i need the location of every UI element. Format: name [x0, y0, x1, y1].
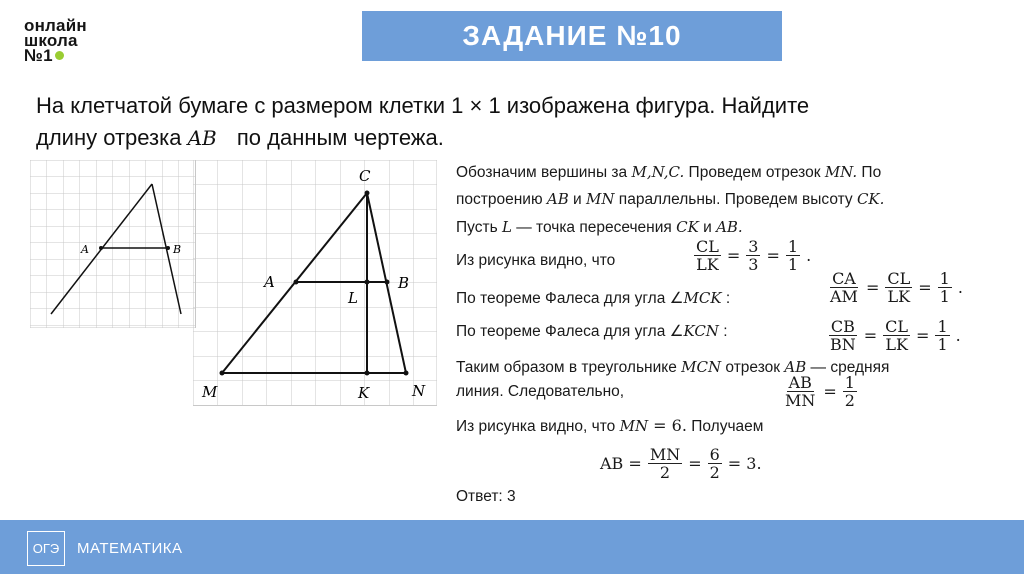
final-formula	[600, 446, 762, 481]
denominator: 2	[844, 391, 855, 410]
label-n: N	[412, 382, 426, 400]
point-c	[365, 191, 370, 196]
numerator: 3	[748, 237, 759, 256]
fraction	[885, 270, 912, 305]
task-segment: AB	[187, 126, 217, 150]
task-text-end: по данным чертежа.	[230, 125, 444, 150]
denominator: LK	[696, 255, 719, 274]
denominator: 1	[937, 335, 948, 354]
solution-line2	[456, 190, 884, 209]
solution-line5	[456, 289, 730, 308]
fraction	[883, 318, 910, 353]
fraction	[786, 238, 800, 273]
label-c: C	[359, 167, 371, 185]
point-b	[385, 280, 390, 285]
denominator: AM	[830, 287, 858, 306]
task-line2	[36, 122, 996, 154]
sol-var: M,N,C.	[631, 163, 685, 181]
ratio-ab-mn	[783, 374, 857, 409]
logo	[24, 18, 87, 63]
small-figure	[30, 160, 196, 328]
logo-line3-wrap	[24, 48, 87, 63]
point-k	[365, 371, 370, 376]
small-label-b: B	[173, 243, 182, 256]
equals-sign: =	[726, 246, 741, 265]
period: .	[957, 278, 963, 297]
denominator: 1	[787, 255, 799, 274]
equals-sign: =	[865, 278, 880, 297]
sol-text: :	[718, 323, 728, 340]
equals-sign: =	[863, 326, 878, 345]
sol-var: MN	[619, 417, 649, 435]
sol-text: параллельны. Проведем высоту	[614, 191, 857, 208]
sol-var: MCK	[683, 289, 722, 307]
equals-sign: =	[823, 382, 837, 401]
sol-text: и	[698, 219, 717, 236]
small-point-b	[166, 246, 170, 250]
label-k: K	[358, 384, 370, 402]
period: .	[955, 326, 961, 345]
numerator: CB	[830, 317, 855, 336]
label-b: B	[398, 274, 410, 292]
fraction	[843, 374, 857, 409]
fraction	[746, 238, 760, 273]
numerator: MN	[649, 445, 681, 464]
sol-text: построению	[456, 191, 547, 208]
sol-var: CK.	[856, 190, 885, 208]
period: .	[806, 246, 812, 265]
task-text: длину отрезка	[36, 125, 182, 150]
sol-text: — средняя	[806, 359, 890, 376]
small-grid	[30, 160, 196, 328]
sol-text: Из рисунка видно, что	[456, 418, 620, 435]
numerator: CL	[887, 269, 911, 288]
small-label-a: A	[81, 243, 89, 256]
sol-var: AB	[784, 358, 807, 376]
fraction	[648, 446, 682, 481]
formula-lhs: AB =	[600, 454, 642, 473]
point-l	[365, 280, 370, 285]
solution-line3	[456, 218, 743, 237]
sol-text: По теореме Фалеса для угла ∠	[456, 290, 684, 307]
sol-var: AB	[546, 190, 569, 208]
subject-label: МАТЕМАТИКА	[77, 540, 183, 557]
fraction	[935, 318, 949, 353]
sol-text: По	[857, 164, 882, 181]
denominator: 2	[659, 463, 671, 482]
fraction	[938, 270, 952, 305]
numerator: CL	[885, 317, 909, 336]
big-figure	[193, 160, 437, 406]
sol-text: Из рисунка видно, что	[456, 252, 616, 269]
numerator: 1	[787, 237, 799, 256]
numerator: 1	[939, 269, 950, 288]
thales-mck	[828, 270, 963, 305]
task-statement	[36, 90, 996, 154]
sol-text: Получаем	[686, 418, 764, 435]
fraction	[828, 270, 860, 305]
numerator: 1	[844, 373, 855, 392]
equals-sign: =	[688, 454, 702, 473]
sol-text: Пусть	[456, 219, 502, 236]
sol-var: KCN	[683, 322, 719, 340]
sol-var: MN	[586, 190, 615, 208]
equals-sign: =	[918, 278, 932, 297]
sol-text: Проведем отрезок	[684, 164, 825, 181]
denominator: 3	[748, 255, 759, 274]
sol-var: L	[501, 218, 512, 236]
denominator: MN	[785, 391, 816, 410]
numerator: AB	[788, 373, 812, 392]
point-a	[294, 280, 299, 285]
logo-line3: №1	[24, 46, 53, 65]
ratio-cl-lk	[694, 238, 811, 273]
formula-rhs: = 3.	[727, 454, 762, 473]
numerator: CL	[696, 237, 719, 256]
numerator: 1	[937, 317, 948, 336]
fraction	[828, 318, 858, 353]
label-a: A	[264, 273, 275, 291]
point-n	[404, 371, 409, 376]
solution-line6	[456, 322, 728, 341]
denominator: 1	[939, 287, 950, 306]
sol-text: Таким образом в треугольнике	[456, 359, 682, 376]
numerator: 6	[709, 445, 720, 464]
label-m: M	[202, 383, 218, 401]
sol-text: :	[721, 290, 731, 307]
task-line1: На клетчатой бумаге с размером клетки 1 × 1 изображена фигура. Найдите	[36, 93, 810, 118]
sol-text: линия. Следовательно,	[456, 383, 625, 400]
logo-line2: школа	[24, 31, 78, 50]
answer: Ответ: 3	[456, 488, 516, 505]
denominator: LK	[885, 335, 908, 354]
sol-var: MCN	[681, 358, 722, 376]
label-l: L	[348, 289, 358, 307]
sol-var: MN.	[824, 163, 858, 181]
equals-sign: =	[766, 246, 780, 265]
title-bar	[362, 11, 782, 61]
sol-var: AB.	[716, 218, 743, 236]
oge-badge	[27, 531, 65, 566]
thales-kcn	[828, 318, 961, 353]
sol-text: Обозначим вершины за	[456, 164, 632, 181]
solution-line8	[456, 383, 624, 401]
denominator: LK	[887, 287, 911, 306]
fraction	[708, 446, 722, 481]
sol-text: — точка пересечения	[511, 219, 677, 236]
solution-line9	[456, 416, 763, 436]
solution-line1	[456, 163, 881, 182]
point-m	[220, 371, 225, 376]
solution-line4	[456, 252, 615, 270]
sol-text: По теореме Фалеса для угла ∠	[456, 323, 684, 340]
sol-text: и	[568, 191, 587, 208]
numerator: CA	[832, 269, 856, 288]
denominator: 2	[709, 463, 720, 482]
sol-var: CK	[676, 218, 699, 236]
fraction	[783, 374, 817, 409]
sol-text: отрезок	[721, 359, 785, 376]
small-point-a	[99, 246, 103, 250]
logo-line1: онлайн	[24, 16, 87, 35]
equals-sign: =	[916, 326, 930, 345]
logo-dot-icon	[55, 51, 64, 60]
sol-math: = 6.	[648, 416, 687, 435]
fraction	[694, 238, 721, 273]
denominator: BN	[830, 335, 856, 354]
oge-badge-label: ОГЭ	[32, 541, 60, 556]
page-title: ЗАДАНИЕ №10	[462, 20, 682, 51]
